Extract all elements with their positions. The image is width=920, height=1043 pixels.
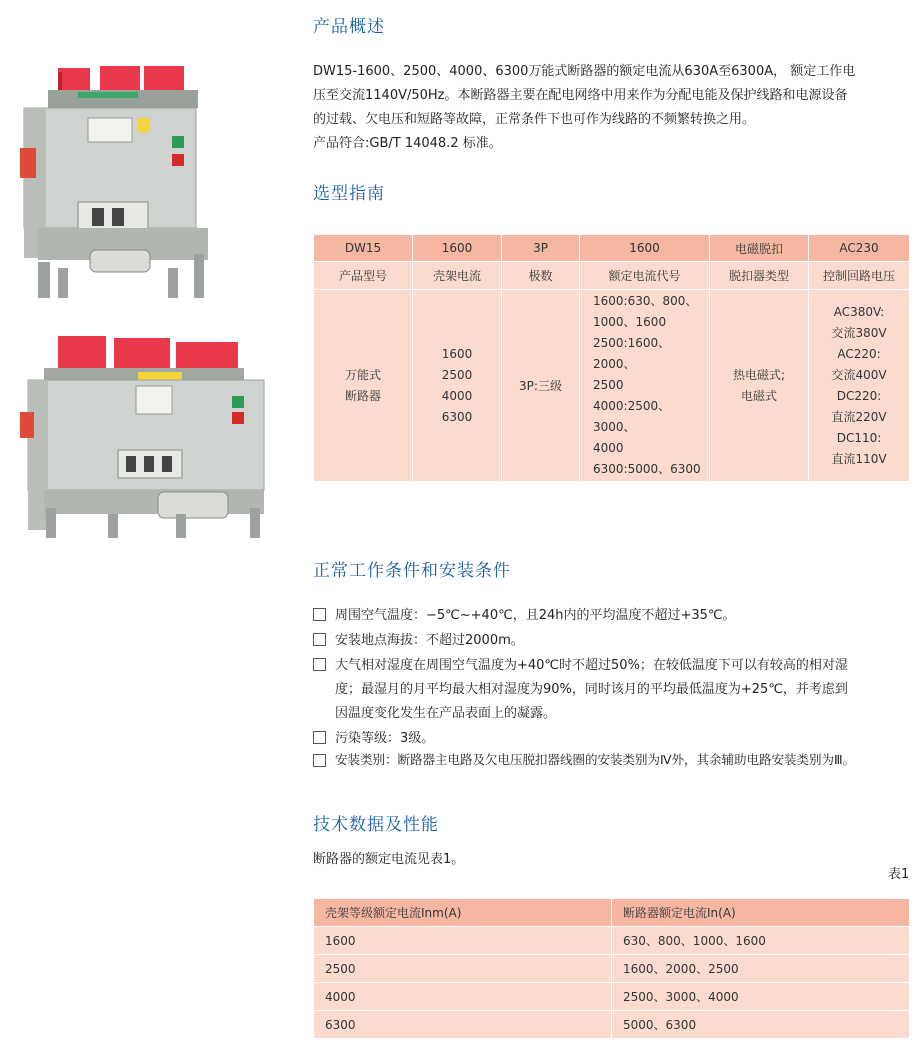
tech-heading: 技术数据及性能: [313, 815, 439, 835]
selection-cell: 3P: [502, 235, 580, 262]
overview-line: 的过载、欠电压和短路等故障，正常条件下也可作为线路的不频繁转换之用。: [313, 112, 756, 127]
frame-line: 4000: [441, 388, 473, 403]
table-cell: 1600、2000、2500: [612, 955, 910, 983]
frame-line: 6300: [441, 409, 473, 424]
table-header-cell: 壳架等级额定电流Inm(A): [314, 899, 612, 927]
overview-line: 压至交流1140V/50Hz。本断路器主要在配电网络中用来作为分配电能及保护线路和电源设备: [313, 88, 848, 103]
selection-cell: 极数: [502, 262, 580, 290]
selection-cell-type: [314, 290, 413, 482]
selection-table: [313, 234, 910, 482]
table-row: [314, 983, 910, 1011]
selection-cell-frame: [413, 290, 502, 482]
checkbox-icon: [313, 608, 326, 621]
selection-cell: 控制回路电压: [809, 262, 910, 290]
checkbox-icon: [313, 731, 326, 744]
condition-item: 大气相对湿度在周围空气温度为+40℃时不超过50%；在较低温度下可以有较高的相对湿: [335, 658, 848, 673]
overview-line: 产品符合:GB/T 14048.2 标准。: [313, 136, 502, 151]
voltage-line: 交流380V: [831, 325, 887, 340]
overview-heading: 产品概述: [313, 17, 385, 37]
condition-item-cont: 度；最湿月的月平均最大相对湿度为90%，同时该月的平均最低温度为+25℃，并考虑到: [335, 682, 848, 697]
voltage-line: AC380V:: [833, 304, 885, 319]
selection-row-model: [314, 235, 910, 262]
type-line: 万能式: [344, 367, 381, 382]
overview-text: [313, 60, 913, 156]
overview-line: DW15-1600、2500、4000、6300万能式断路器的额定电流从630A至6300A， 额定工作电: [313, 64, 856, 79]
conditions-list: [313, 604, 913, 774]
selection-cell-poles: 3P:三级: [502, 290, 580, 482]
selection-cell: 壳架电流: [413, 262, 502, 290]
voltage-line: 直流110V: [831, 451, 887, 466]
table-cell: 630、800、1000、1600: [612, 927, 910, 955]
rated-current-table: [313, 898, 910, 1039]
condition-item: 安装类别：断路器主电路及欠电压脱扣器线圈的安装类别为Ⅳ外，其余辅助电路安装类别为Ⅲ。: [335, 752, 856, 767]
trip-line: 电磁式: [740, 388, 777, 403]
selection-cell: AC230: [809, 235, 910, 262]
condition-item: 污染等级：3级。: [335, 731, 435, 746]
product-image-breaker-1: [18, 62, 218, 302]
selection-row-options: [314, 290, 910, 482]
table-row: [314, 927, 910, 955]
table-cell: 6300: [314, 1011, 612, 1039]
table-header-row: [314, 899, 910, 927]
conditions-heading: 正常工作条件和安装条件: [313, 561, 511, 581]
code-line: 4000: [593, 441, 624, 455]
code-line: 6300:5000、6300: [593, 462, 701, 476]
table-cell: 2500、3000、4000: [612, 983, 910, 1011]
selection-cell-codes: [580, 290, 710, 482]
selection-cell: 脱扣器类型: [710, 262, 809, 290]
type-line: 断路器: [344, 388, 381, 403]
selection-cell-trip: [710, 290, 809, 482]
code-line: 1600:630、800、: [593, 294, 698, 308]
selection-heading: 选型指南: [313, 184, 385, 204]
trip-line: 热电磁式;: [732, 367, 786, 382]
selection-row-labels: [314, 262, 910, 290]
voltage-line: DC110:: [836, 430, 882, 445]
code-line: 2500:1600、2000、: [593, 336, 671, 371]
checkbox-icon: [313, 658, 326, 671]
voltage-line: 直流220V: [831, 409, 887, 424]
checkbox-icon: [313, 754, 326, 767]
table-row: [314, 955, 910, 983]
voltage-line: AC220:: [837, 346, 881, 361]
checkbox-icon: [313, 633, 326, 646]
table-cell: 5000、6300: [612, 1011, 910, 1039]
selection-cell: DW15: [314, 235, 413, 262]
condition-item: 周围空气温度：−5℃~+40℃，且24h内的平均温度不超过+35℃。: [335, 608, 736, 623]
condition-item: 安装地点海拔：不超过2000m。: [335, 633, 524, 648]
table-row: [314, 1011, 910, 1039]
code-line: 1000、1600: [593, 315, 667, 329]
frame-line: 2500: [441, 367, 473, 382]
table-cell: 2500: [314, 955, 612, 983]
selection-cell: 1600: [413, 235, 502, 262]
table-cell: 4000: [314, 983, 612, 1011]
product-image-breaker-2: [18, 332, 268, 542]
selection-cell: 额定电流代号: [580, 262, 710, 290]
condition-item-cont: 因温度变化发生在产品表面上的凝露。: [335, 706, 557, 721]
voltage-line: DC220:: [836, 388, 882, 403]
selection-cell-voltage: [809, 290, 910, 482]
selection-cell: 电磁脱扣: [710, 235, 809, 262]
voltage-line: 交流400V: [831, 367, 887, 382]
code-line: 4000:2500、3000、: [593, 399, 671, 434]
table-cell: 1600: [314, 927, 612, 955]
tech-intro: 断路器的额定电流见表1。: [313, 852, 465, 867]
frame-line: 1600: [441, 346, 473, 361]
selection-cell: 1600: [580, 235, 710, 262]
selection-cell: 产品型号: [314, 262, 413, 290]
table-label: 表1: [888, 867, 910, 882]
table-header-cell: 断路器额定电流In(A): [612, 899, 910, 927]
code-line: 2500: [593, 378, 624, 392]
